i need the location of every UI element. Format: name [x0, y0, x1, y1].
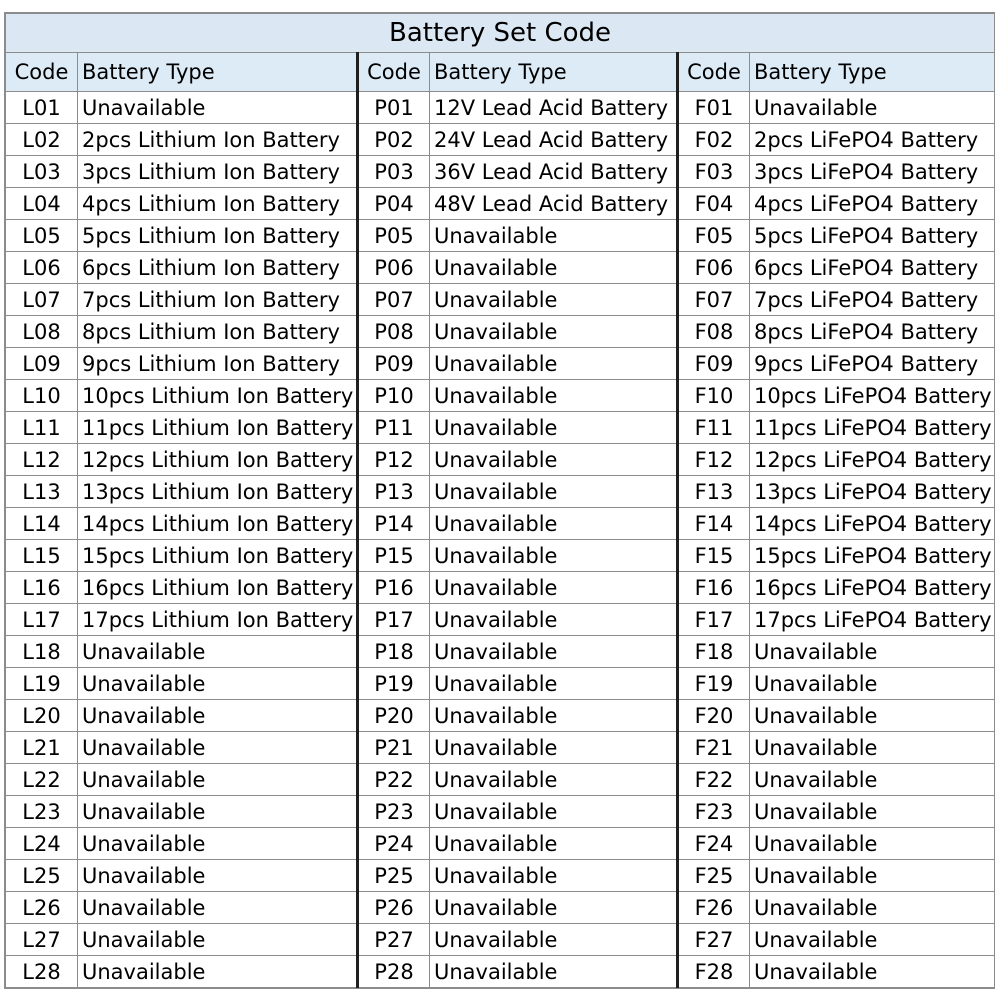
type-cell-p: 24V Lead Acid Battery [430, 124, 678, 156]
code-cell-f: F01 [678, 92, 750, 124]
code-cell-l: L20 [6, 700, 78, 732]
code-cell-l: L13 [6, 476, 78, 508]
type-cell-l: 15pcs Lithium Ion Battery [78, 540, 358, 572]
code-cell-p: P10 [358, 380, 430, 412]
table-row [6, 156, 995, 188]
type-cell-l: Unavailable [78, 892, 358, 924]
header-type-l: Battery Type [78, 53, 358, 92]
code-cell-p: P07 [358, 284, 430, 316]
type-cell-f: 7pcs LiFePO4 Battery [750, 284, 995, 316]
code-cell-l: L28 [6, 956, 78, 988]
code-cell-p: P14 [358, 508, 430, 540]
type-cell-l: 7pcs Lithium Ion Battery [78, 284, 358, 316]
code-cell-l: L24 [6, 828, 78, 860]
table-row [6, 604, 995, 636]
header-code-p: Code [358, 53, 430, 92]
type-cell-p: Unavailable [430, 508, 678, 540]
header-code-f: Code [678, 53, 750, 92]
table-row [6, 92, 995, 124]
type-cell-p: Unavailable [430, 316, 678, 348]
type-cell-p: Unavailable [430, 828, 678, 860]
code-cell-f: F02 [678, 124, 750, 156]
type-cell-f: Unavailable [750, 796, 995, 828]
code-cell-p: P01 [358, 92, 430, 124]
table-row [6, 252, 995, 284]
code-cell-l: L04 [6, 188, 78, 220]
header-code-l: Code [6, 53, 78, 92]
code-cell-p: P08 [358, 316, 430, 348]
table-row [6, 124, 995, 156]
code-cell-l: L18 [6, 636, 78, 668]
type-cell-p: Unavailable [430, 412, 678, 444]
table-row [6, 316, 995, 348]
table-row [6, 956, 995, 988]
type-cell-l: 2pcs Lithium Ion Battery [78, 124, 358, 156]
table-row [6, 476, 995, 508]
type-cell-l: 11pcs Lithium Ion Battery [78, 412, 358, 444]
code-cell-f: F25 [678, 860, 750, 892]
code-cell-p: P03 [358, 156, 430, 188]
type-cell-f: Unavailable [750, 732, 995, 764]
table-row [6, 220, 995, 252]
type-cell-f: 11pcs LiFePO4 Battery [750, 412, 995, 444]
type-cell-l: Unavailable [78, 956, 358, 988]
code-cell-p: P04 [358, 188, 430, 220]
code-cell-f: F27 [678, 924, 750, 956]
code-cell-f: F21 [678, 732, 750, 764]
code-table [5, 13, 995, 988]
table-title: Battery Set Code [6, 14, 995, 53]
type-cell-l: 14pcs Lithium Ion Battery [78, 508, 358, 540]
code-cell-l: L01 [6, 92, 78, 124]
code-cell-p: P26 [358, 892, 430, 924]
type-cell-p: Unavailable [430, 476, 678, 508]
table-row [6, 572, 995, 604]
battery-set-code-table [4, 12, 995, 989]
code-cell-l: L17 [6, 604, 78, 636]
code-cell-f: F08 [678, 316, 750, 348]
code-cell-f: F22 [678, 764, 750, 796]
type-cell-f: Unavailable [750, 700, 995, 732]
code-cell-l: L07 [6, 284, 78, 316]
code-cell-f: F11 [678, 412, 750, 444]
code-cell-p: P16 [358, 572, 430, 604]
table-row [6, 380, 995, 412]
code-cell-f: F20 [678, 700, 750, 732]
code-cell-p: P28 [358, 956, 430, 988]
type-cell-p: Unavailable [430, 796, 678, 828]
type-cell-f: Unavailable [750, 892, 995, 924]
type-cell-l: 16pcs Lithium Ion Battery [78, 572, 358, 604]
code-cell-l: L25 [6, 860, 78, 892]
type-cell-f: 9pcs LiFePO4 Battery [750, 348, 995, 380]
type-cell-l: 3pcs Lithium Ion Battery [78, 156, 358, 188]
type-cell-l: 8pcs Lithium Ion Battery [78, 316, 358, 348]
code-cell-l: L26 [6, 892, 78, 924]
table-row [6, 732, 995, 764]
code-cell-l: L03 [6, 156, 78, 188]
type-cell-p: Unavailable [430, 604, 678, 636]
type-cell-l: Unavailable [78, 636, 358, 668]
code-cell-p: P27 [358, 924, 430, 956]
type-cell-f: Unavailable [750, 956, 995, 988]
table-row [6, 508, 995, 540]
code-cell-l: L27 [6, 924, 78, 956]
code-cell-l: L22 [6, 764, 78, 796]
code-cell-f: F10 [678, 380, 750, 412]
code-cell-f: F07 [678, 284, 750, 316]
table-row [6, 700, 995, 732]
type-cell-p: Unavailable [430, 892, 678, 924]
code-cell-l: L09 [6, 348, 78, 380]
type-cell-f: Unavailable [750, 828, 995, 860]
code-cell-f: F12 [678, 444, 750, 476]
code-cell-l: L15 [6, 540, 78, 572]
code-cell-l: L19 [6, 668, 78, 700]
type-cell-l: Unavailable [78, 924, 358, 956]
type-cell-f: Unavailable [750, 860, 995, 892]
code-cell-l: L06 [6, 252, 78, 284]
type-cell-l: Unavailable [78, 828, 358, 860]
table-row [6, 284, 995, 316]
code-cell-l: L12 [6, 444, 78, 476]
type-cell-f: 6pcs LiFePO4 Battery [750, 252, 995, 284]
type-cell-l: Unavailable [78, 732, 358, 764]
type-cell-p: 48V Lead Acid Battery [430, 188, 678, 220]
header-type-p: Battery Type [430, 53, 678, 92]
type-cell-p: Unavailable [430, 636, 678, 668]
type-cell-l: Unavailable [78, 668, 358, 700]
code-cell-l: L11 [6, 412, 78, 444]
code-cell-p: P24 [358, 828, 430, 860]
type-cell-p: Unavailable [430, 732, 678, 764]
code-cell-f: F09 [678, 348, 750, 380]
table-row [6, 764, 995, 796]
code-cell-p: P23 [358, 796, 430, 828]
code-cell-f: F05 [678, 220, 750, 252]
table-row [6, 860, 995, 892]
code-cell-p: P17 [358, 604, 430, 636]
type-cell-l: 9pcs Lithium Ion Battery [78, 348, 358, 380]
code-cell-f: F28 [678, 956, 750, 988]
type-cell-l: Unavailable [78, 796, 358, 828]
code-cell-f: F06 [678, 252, 750, 284]
table-row [6, 636, 995, 668]
table-row [6, 188, 995, 220]
code-cell-l: L02 [6, 124, 78, 156]
type-cell-f: 2pcs LiFePO4 Battery [750, 124, 995, 156]
code-cell-l: L14 [6, 508, 78, 540]
type-cell-f: 12pcs LiFePO4 Battery [750, 444, 995, 476]
table-row [6, 668, 995, 700]
code-cell-l: L21 [6, 732, 78, 764]
type-cell-l: 4pcs Lithium Ion Battery [78, 188, 358, 220]
type-cell-l: 5pcs Lithium Ion Battery [78, 220, 358, 252]
code-cell-p: P21 [358, 732, 430, 764]
type-cell-f: 8pcs LiFePO4 Battery [750, 316, 995, 348]
table-row [6, 348, 995, 380]
code-cell-p: P12 [358, 444, 430, 476]
type-cell-f: Unavailable [750, 764, 995, 796]
type-cell-f: 5pcs LiFePO4 Battery [750, 220, 995, 252]
type-cell-f: Unavailable [750, 924, 995, 956]
code-cell-f: F24 [678, 828, 750, 860]
type-cell-f: 15pcs LiFePO4 Battery [750, 540, 995, 572]
code-cell-f: F16 [678, 572, 750, 604]
code-cell-p: P13 [358, 476, 430, 508]
code-cell-p: P09 [358, 348, 430, 380]
code-cell-p: P22 [358, 764, 430, 796]
type-cell-p: Unavailable [430, 956, 678, 988]
code-cell-f: F23 [678, 796, 750, 828]
type-cell-l: 10pcs Lithium Ion Battery [78, 380, 358, 412]
code-cell-l: L10 [6, 380, 78, 412]
code-cell-p: P15 [358, 540, 430, 572]
type-cell-f: 17pcs LiFePO4 Battery [750, 604, 995, 636]
type-cell-f: Unavailable [750, 668, 995, 700]
type-cell-p: Unavailable [430, 380, 678, 412]
type-cell-f: 16pcs LiFePO4 Battery [750, 572, 995, 604]
table-row [6, 828, 995, 860]
type-cell-l: Unavailable [78, 92, 358, 124]
code-cell-p: P25 [358, 860, 430, 892]
code-cell-f: F17 [678, 604, 750, 636]
type-cell-f: 13pcs LiFePO4 Battery [750, 476, 995, 508]
type-cell-p: Unavailable [430, 668, 678, 700]
code-cell-f: F26 [678, 892, 750, 924]
code-cell-f: F13 [678, 476, 750, 508]
code-cell-l: L23 [6, 796, 78, 828]
type-cell-p: Unavailable [430, 700, 678, 732]
type-cell-f: 4pcs LiFePO4 Battery [750, 188, 995, 220]
table-row [6, 892, 995, 924]
code-cell-p: P18 [358, 636, 430, 668]
code-cell-p: P20 [358, 700, 430, 732]
type-cell-f: Unavailable [750, 636, 995, 668]
type-cell-p: Unavailable [430, 284, 678, 316]
table-row [6, 444, 995, 476]
header-type-f: Battery Type [750, 53, 995, 92]
type-cell-f: 3pcs LiFePO4 Battery [750, 156, 995, 188]
type-cell-l: 12pcs Lithium Ion Battery [78, 444, 358, 476]
type-cell-l: 6pcs Lithium Ion Battery [78, 252, 358, 284]
type-cell-p: Unavailable [430, 348, 678, 380]
code-cell-p: P11 [358, 412, 430, 444]
type-cell-p: 12V Lead Acid Battery [430, 92, 678, 124]
type-cell-p: Unavailable [430, 540, 678, 572]
code-cell-f: F04 [678, 188, 750, 220]
code-cell-l: L08 [6, 316, 78, 348]
code-cell-l: L16 [6, 572, 78, 604]
type-cell-p: Unavailable [430, 444, 678, 476]
code-cell-p: P02 [358, 124, 430, 156]
type-cell-p: Unavailable [430, 220, 678, 252]
code-cell-p: P06 [358, 252, 430, 284]
code-cell-f: F19 [678, 668, 750, 700]
table-row [6, 540, 995, 572]
code-cell-p: P05 [358, 220, 430, 252]
type-cell-l: 13pcs Lithium Ion Battery [78, 476, 358, 508]
table-row [6, 924, 995, 956]
type-cell-l: Unavailable [78, 764, 358, 796]
type-cell-p: Unavailable [430, 924, 678, 956]
code-cell-f: F14 [678, 508, 750, 540]
type-cell-l: 17pcs Lithium Ion Battery [78, 604, 358, 636]
code-cell-l: L05 [6, 220, 78, 252]
type-cell-p: Unavailable [430, 572, 678, 604]
type-cell-f: Unavailable [750, 92, 995, 124]
code-cell-f: F03 [678, 156, 750, 188]
type-cell-l: Unavailable [78, 700, 358, 732]
type-cell-p: Unavailable [430, 252, 678, 284]
table-row [6, 796, 995, 828]
type-cell-f: 10pcs LiFePO4 Battery [750, 380, 995, 412]
type-cell-p: Unavailable [430, 860, 678, 892]
code-cell-p: P19 [358, 668, 430, 700]
type-cell-p: Unavailable [430, 764, 678, 796]
code-cell-f: F15 [678, 540, 750, 572]
type-cell-l: Unavailable [78, 860, 358, 892]
type-cell-f: 14pcs LiFePO4 Battery [750, 508, 995, 540]
table-body [6, 92, 995, 988]
table-row [6, 412, 995, 444]
type-cell-p: 36V Lead Acid Battery [430, 156, 678, 188]
code-cell-f: F18 [678, 636, 750, 668]
